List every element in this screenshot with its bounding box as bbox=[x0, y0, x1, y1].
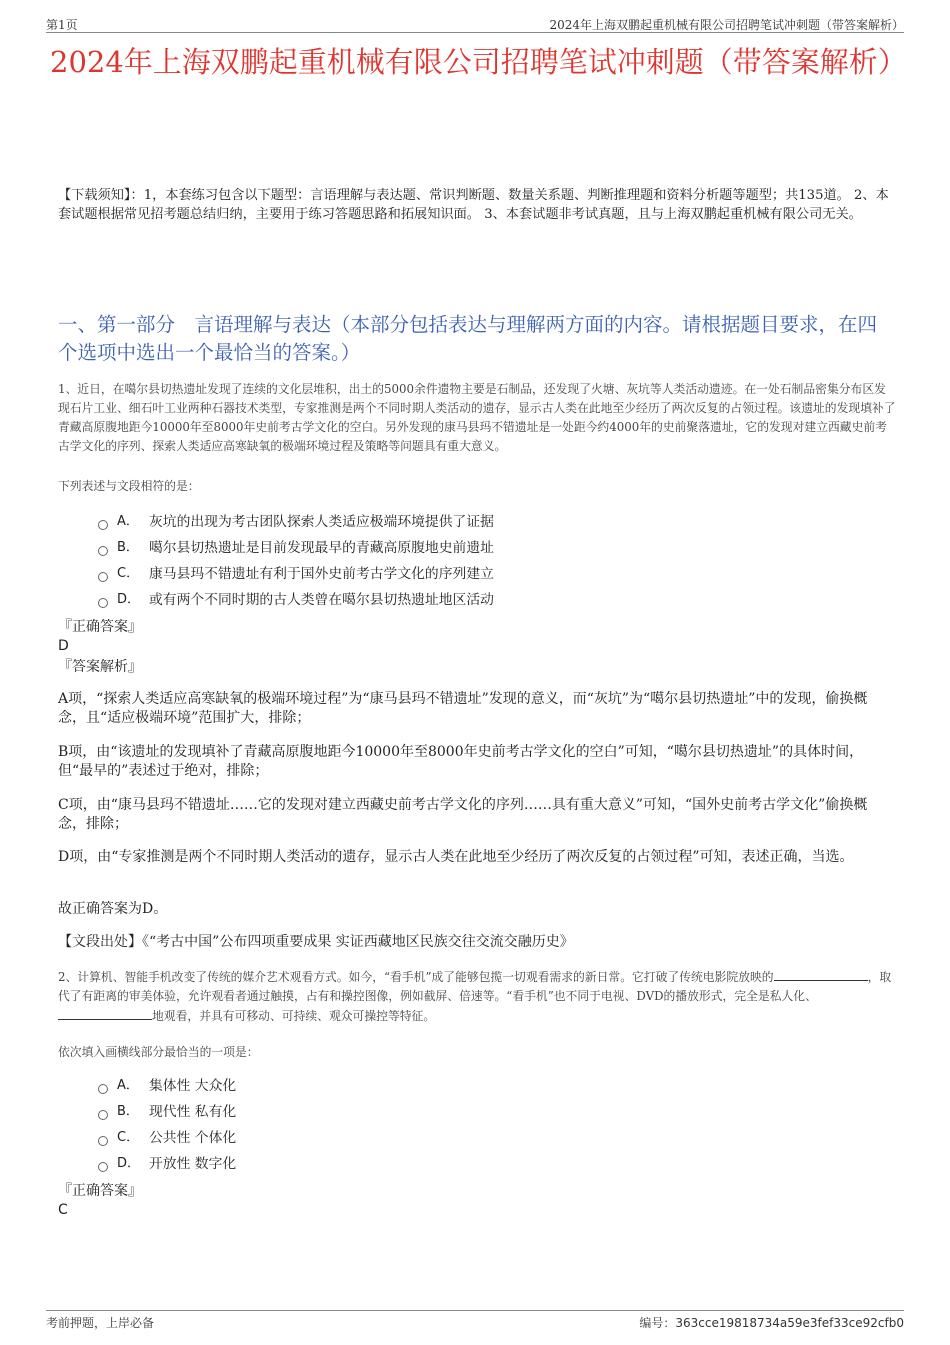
footer-serial: 编号：363cce19818734a59e3fef33ce92cfb0 bbox=[639, 1316, 904, 1330]
question-1-options bbox=[98, 509, 494, 613]
option-text: 公共性 个体化 bbox=[149, 1130, 237, 1146]
radio-icon[interactable] bbox=[98, 572, 108, 582]
radio-icon[interactable] bbox=[98, 1136, 108, 1146]
answer-label: 『正确答案』 bbox=[58, 1183, 142, 1199]
analysis-label: 『答案解析』 bbox=[58, 659, 142, 675]
answer-label: 『正确答案』 bbox=[58, 619, 142, 635]
option-a[interactable]: A． 集体性 大众化 bbox=[98, 1073, 236, 1099]
option-c[interactable]: C． 公共性 个体化 bbox=[98, 1125, 236, 1151]
download-notice: 【下载须知】：1，本套练习包含以下题型：言语理解与表达题、常识判断题、数量关系题、判断推理题和资料分析题等题型；共135道。 2、本套试题根据常见招考题总结归纳，主要用于练习答题思路和拓展知识面。 3、本套试题非考试真题，且与上海双鹏起重机械有限公司无关。 bbox=[58, 188, 889, 222]
fill-blank-2[interactable] bbox=[58, 1006, 152, 1020]
analysis-b: B项，由“该遗址的发现填补了青藏高原腹地距今10000年至8000年史前考古学文化的空白”可知，“噶尔县切热遗址”的具体时间，但“最早的”表述过于绝对，排除； bbox=[58, 744, 864, 779]
analysis-a: A项，“探索人类适应高寒缺氧的极端环境过程”为“康马县玛不错遗址”发现的意义，而“灰坑”为“噶尔县切热遗址”中的发现，偷换概念，且“适应极端环境”范围扩大，排除； bbox=[58, 691, 868, 726]
option-b[interactable]: B． 现代性 私有化 bbox=[98, 1099, 236, 1125]
question-2-passage: 2、计算机、智能手机改变了传统的媒介艺术观看方式。如今，“看手机”成了能够包揽一切观看需求的新日常。它打破了传统电影院放映的 ，取代了有距离的审美体验，允许观看者通过触摸，占有和操控图像，例如截屏、倍速等。“看手机”也不同于电视、DVD的播放形式，完全是私人化、地观看，并具有可移动、可持续、观众可操控等特征。 bbox=[58, 967, 896, 1026]
radio-icon[interactable] bbox=[98, 1084, 108, 1094]
option-d[interactable]: D． 开放性 数字化 bbox=[98, 1151, 236, 1177]
answer-value: C bbox=[58, 1202, 68, 1218]
passage-source: 【文段出处】《“考古中国”公布四项重要成果 实证西藏地区民族交往交流交融历史》 bbox=[58, 934, 574, 950]
page-footer bbox=[46, 1310, 904, 1330]
document-title: 2024年上海双鹏起重机械有限公司招聘笔试冲刺题（带答案解析） bbox=[50, 45, 907, 79]
analysis-conclusion: 故正确答案为D。 bbox=[58, 901, 168, 917]
answer-value: D bbox=[58, 638, 69, 654]
option-text: 灰坑的出现为考古团队探索人类适应极端环境提供了证据 bbox=[149, 514, 494, 530]
radio-icon[interactable] bbox=[98, 598, 108, 608]
option-text: 现代性 私有化 bbox=[149, 1104, 237, 1120]
radio-icon[interactable] bbox=[98, 1162, 108, 1172]
fill-blank-1[interactable] bbox=[774, 967, 868, 981]
section-heading: 一、第一部分 言语理解与表达（本部分包括表达与理解两方面的内容。请根据题目要求，在四个选项中选出一个最恰当的答案。） bbox=[58, 313, 878, 364]
option-text: 集体性 大众化 bbox=[149, 1078, 237, 1094]
analysis-c: C项，由“康马县玛不错遗址……它的发现对建立西藏史前考古学文化的序列……具有重大意义”可知，“国外史前考古学文化”偷换概念，排除； bbox=[58, 797, 868, 832]
header-doc-title: 2024年上海双鹏起重机械有限公司招聘笔试冲刺题（带答案解析） bbox=[549, 18, 904, 32]
radio-icon[interactable] bbox=[98, 520, 108, 530]
radio-icon[interactable] bbox=[98, 546, 108, 556]
question-2-options bbox=[98, 1073, 236, 1177]
question-1-stem: 下列表述与文段相符的是： bbox=[58, 479, 200, 493]
analysis-d: D项，由“专家推测是两个不同时期人类活动的遗存，显示古人类在此地至少经历了两次反复的占领过程”可知，表述正确，当选。 bbox=[58, 849, 854, 865]
option-b[interactable]: B． 噶尔县切热遗址是目前发现最早的青藏高原腹地史前遗址 bbox=[98, 535, 494, 561]
page-number: 第1页 bbox=[46, 18, 78, 32]
question-2-stem: 依次填入画横线部分最恰当的一项是： bbox=[58, 1045, 259, 1059]
option-d[interactable]: D． 或有两个不同时期的古人类曾在噶尔县切热遗址地区活动 bbox=[98, 587, 494, 613]
option-text: 噶尔县切热遗址是目前发现最早的青藏高原腹地史前遗址 bbox=[149, 540, 494, 556]
footer-slogan: 考前押题，上岸必备 bbox=[46, 1316, 155, 1330]
radio-icon[interactable] bbox=[98, 1110, 108, 1120]
question-1-passage: 1、近日，在噶尔县切热遗址发现了连续的文化层堆积，出土的5000余件遗物主要是石制品，还发现了火塘、灰坑等人类活动遗迹。在一处石制品密集分布区发现石片工业、细石叶工业两种石器技术类型，专家推测是两个不同时期人类活动的遗存，显示古人类在此地至少经历了两次反复的占领过程。该遗址的发现填补了青藏高原腹地距今10000年至8000年史前考古学文化的空白。另外发现的康马县玛不错遗址是一处距今约4000年的史前聚落遗址，它的发现对建立西藏史前考古学文化的序列、探索人类适应高寒缺氧的极端环境过程及策略等问题具有重大意义。 bbox=[58, 382, 896, 453]
option-a[interactable]: A． 灰坑的出现为考古团队探索人类适应极端环境提供了证据 bbox=[98, 509, 494, 535]
option-c[interactable]: C． 康马县玛不错遗址有利于国外史前考古学文化的序列建立 bbox=[98, 561, 494, 587]
page-header bbox=[46, 14, 904, 33]
option-text: 开放性 数字化 bbox=[149, 1156, 237, 1172]
option-text: 康马县玛不错遗址有利于国外史前考古学文化的序列建立 bbox=[149, 566, 494, 582]
option-text: 或有两个不同时期的古人类曾在噶尔县切热遗址地区活动 bbox=[149, 592, 494, 608]
